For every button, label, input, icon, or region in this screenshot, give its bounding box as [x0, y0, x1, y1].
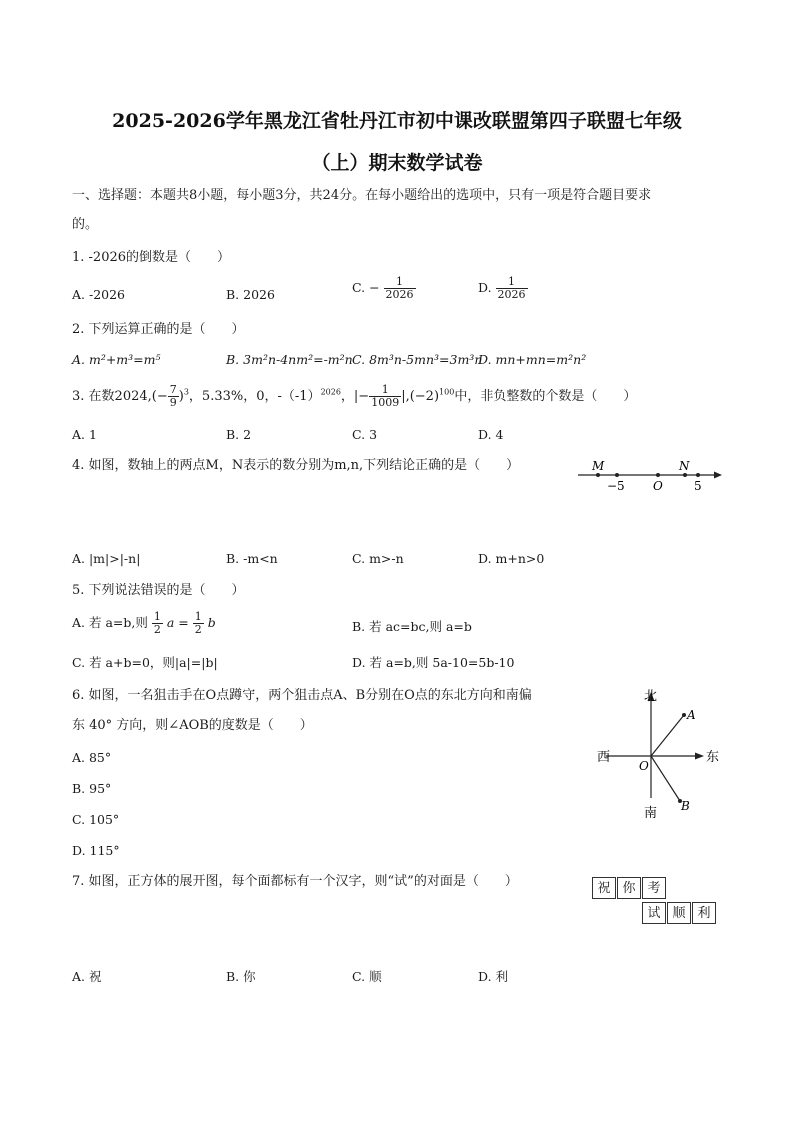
point-n [683, 473, 687, 477]
q2-option-a[interactable]: A. m²+m³=m⁵ [72, 352, 161, 367]
fraction-denominator: 2 [194, 623, 202, 636]
q1-option-a[interactable]: A. -2026 [72, 287, 126, 302]
q5-option-b[interactable]: B. 若 ac=bc,则 a=b [352, 619, 472, 634]
q4-option-a[interactable]: A. |m|>|-n| [72, 551, 141, 566]
question-3-stem: 3. 在数2024,(− $\frac{7}{9}$ )$^3$，5.33%，0，$-(-1)^{2026}$，|− $\frac{1}{1009}$ $|,(-2)^{100}$中，非负整数的个数是（ ） [72, 383, 637, 409]
paper-title-line2: （上）期末数学试卷 [311, 152, 483, 174]
east-arrow-icon [695, 753, 704, 760]
q6-option-a[interactable]: A. 85° [72, 750, 112, 765]
q5-option-d[interactable]: D. 若 a=b,则 5a-10=5b-10 [352, 655, 515, 670]
cube-face-4: 试 [642, 902, 666, 924]
label-m: M [592, 459, 605, 473]
fraction-numerator: 1 [153, 610, 161, 623]
fraction-numerator: 1 [194, 610, 202, 623]
label-origin: O [653, 479, 663, 493]
tick-origin [656, 473, 660, 477]
q7-option-a[interactable]: A. 祝 [72, 969, 102, 984]
q5-option-a-end: b [207, 615, 216, 630]
q1-option-d-prefix: D. [478, 280, 492, 295]
q1-option-d-fraction [496, 276, 528, 301]
q3-exponent-2026: 2026 [320, 387, 341, 397]
paper-title-line1: 2025-2026学年黑龙江省牡丹江市初中课改联盟第四子联盟七年级 [112, 110, 682, 132]
q3-option-b[interactable]: B. 2 [226, 427, 252, 442]
q1-option-c[interactable] [352, 276, 416, 301]
q3-option-d[interactable]: D. 4 [478, 427, 504, 442]
ray-oa [651, 715, 684, 756]
question-6-stem-line2: 东 40° 方向，则∠AOB的度数是（ ） [72, 718, 313, 733]
tick-neg5 [615, 473, 619, 477]
q7-option-b[interactable]: B. 你 [226, 969, 256, 984]
fraction-denominator: 1009 [371, 396, 400, 409]
cube-face-1: 祝 [592, 877, 616, 899]
question-1-stem: 1. -2026的倒数是（ ） [72, 250, 231, 265]
q7-option-c[interactable]: C. 顺 [352, 969, 382, 984]
compass-figure [594, 684, 724, 824]
q1-option-c-prefix: C. [352, 280, 366, 295]
fraction-numerator: 1 [396, 275, 404, 288]
cube-face-2: 你 [617, 877, 641, 899]
q3-exponent-3: 3 [183, 387, 189, 397]
q3-stem-prefix: 3. 在数 [72, 389, 115, 404]
q6-option-c[interactable]: C. 105° [72, 812, 120, 827]
q5-option-a-prefix: A. 若 a=b,则 [72, 615, 148, 630]
question-5-stem: 5. 下列说法错误的是（ ） [72, 583, 245, 598]
q1-option-c-fraction [384, 276, 416, 301]
point-m [596, 473, 600, 477]
fraction-numerator: 7 [169, 383, 177, 396]
label-neg5: −5 [607, 479, 625, 493]
q4-option-b[interactable]: B. -m<n [226, 551, 278, 566]
q1-option-d[interactable] [478, 276, 528, 301]
q4-option-c[interactable]: C. m>-n [352, 551, 404, 566]
fraction-numerator: 1 [381, 383, 389, 396]
q3-option-c[interactable]: C. 3 [352, 427, 378, 442]
q5-fraction-half-b [193, 611, 204, 636]
question-2-stem: 2. 下列运算正确的是（ ） [72, 322, 245, 337]
q7-option-d[interactable]: D. 利 [478, 969, 509, 984]
section-heading: 一、选择题：本题共8小题，每小题3分，共24分。在每小题给出的选项中，只有一项是符合题目要求 [72, 188, 652, 203]
ray-ob [651, 756, 680, 801]
q3-exponent-100: 100 [439, 387, 455, 397]
q5-option-a[interactable] [72, 611, 216, 636]
cube-face-5: 顺 [667, 902, 691, 924]
question-6-stem-line1: 6. 如图，一名狙击手在O点蹲守，两个狙击点A、B分别在O点的东北方向和南偏 [72, 688, 532, 703]
q5-option-c[interactable]: C. 若 a+b=0，则|a|=|b| [72, 655, 218, 670]
fraction-numerator: 1 [508, 275, 516, 288]
question-4-stem: 4. 如图，数轴上的两点M，N表示的数分别为m,n,下列结论正确的是（ ） [72, 458, 520, 473]
label-west: 西 [597, 750, 611, 765]
q6-option-b[interactable]: B. 95° [72, 781, 112, 796]
label-5: 5 [694, 479, 702, 493]
q5-fraction-half-a [152, 611, 163, 636]
fraction-denominator: 2026 [497, 288, 526, 301]
q1-option-c-sign: − [369, 280, 380, 295]
q3-stem-suffix: 中，非负整数的个数是（ ） [454, 389, 637, 404]
number-line-arrow-icon [714, 472, 722, 479]
tick-5 [696, 473, 700, 477]
q3-fraction-7-9 [168, 384, 179, 409]
point-a [682, 713, 686, 717]
label-a: A [687, 708, 696, 722]
label-east: 东 [706, 750, 720, 765]
label-n: N [679, 459, 690, 473]
q5-option-a-mid: a = [166, 615, 189, 630]
q2-option-d[interactable]: D. mn+mn=m²n² [478, 352, 587, 367]
q3-number-neg2: (−2) [409, 389, 440, 404]
q2-option-b[interactable]: B. 3m²n-4nm²=-m²n [226, 352, 353, 367]
label-south: 南 [644, 806, 658, 821]
q3-number-list: ，5.33%，0，-（-1） [188, 389, 321, 404]
q3-fraction-1-1009 [369, 384, 401, 409]
label-origin: O [639, 759, 649, 773]
question-7-stem: 7. 如图，正方体的展开图，每个面都标有一个汉字，则“试”的对面是（ ） [72, 874, 518, 889]
fraction-denominator: 2026 [385, 288, 414, 301]
cube-face-6: 利 [692, 902, 716, 924]
section-heading-cont: 的。 [72, 217, 99, 232]
q3-number-1: 2024 [114, 389, 148, 404]
cube-face-3: 考 [642, 877, 666, 899]
number-line-figure [574, 456, 724, 496]
q4-option-d[interactable]: D. m+n>0 [478, 551, 545, 566]
fraction-denominator: 2 [153, 623, 161, 636]
fraction-denominator: 9 [169, 396, 177, 409]
label-north: 北 [644, 689, 658, 704]
q6-option-d[interactable]: D. 115° [72, 843, 120, 858]
q2-option-c[interactable]: C. 8m³n-5mn³=3m³n [352, 352, 483, 367]
q3-option-a[interactable]: A. 1 [72, 427, 97, 442]
label-b: B [681, 799, 690, 813]
q1-option-b[interactable]: B. 2026 [226, 287, 275, 302]
